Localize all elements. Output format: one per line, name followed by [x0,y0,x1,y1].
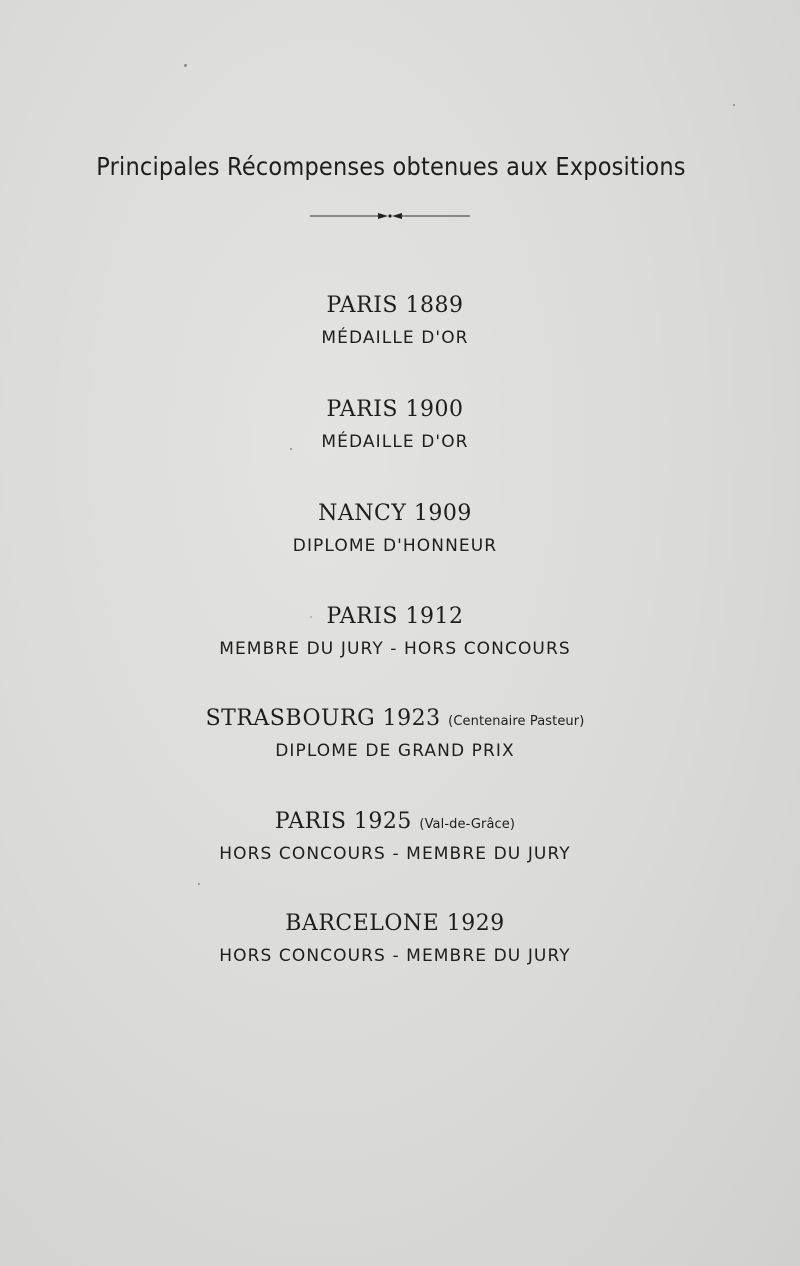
award-honor: MÉDAILLE D'OR [321,328,469,348]
award-entry [0,396,790,454]
award-honor: MÉDAILLE D'OR [321,432,469,452]
award-note: (Centenaire Pasteur) [448,714,585,729]
ornament-divider [310,210,470,222]
page-title: Principales Récompenses obtenues aux Expositions [96,152,686,181]
award-honor: DIPLOME DE GRAND PRIX [275,741,515,761]
award-entry [0,910,790,968]
award-city-year [0,396,790,424]
award-city-year-text: PARIS 1925 [274,809,412,834]
award-note: (Val-de-Grâce) [419,817,516,832]
award-city-year-text: PARIS 1912 [326,604,464,629]
award-entry [0,808,790,866]
award-city-year [0,603,790,631]
award-city-year [0,292,790,320]
award-entry [0,292,790,350]
award-city-year-text: NANCY 1909 [318,501,472,526]
award-honor: DIPLOME D'HONNEUR [292,536,498,556]
award-honor: HORS CONCOURS - MEMBRE DU JURY [219,844,571,864]
award-city-year [0,705,790,733]
paper-speck [184,64,187,67]
award-city-year-text: STRASBOURG 1923 [205,706,441,731]
award-honor: HORS CONCOURS - MEMBRE DU JURY [219,946,571,966]
award-entry [0,705,790,763]
award-city-year-text: BARCELONE 1929 [285,911,505,936]
award-city-year [0,808,790,836]
paper-speck [198,883,200,885]
award-city-year [0,500,790,528]
paper-speck [733,104,735,106]
award-city-year [0,910,790,938]
award-city-year-text: PARIS 1900 [326,397,464,422]
award-city-year-text: PARIS 1889 [326,293,464,318]
award-entry [0,603,790,661]
award-entry [0,500,790,558]
award-honor: MEMBRE DU JURY - HORS CONCOURS [219,639,571,659]
